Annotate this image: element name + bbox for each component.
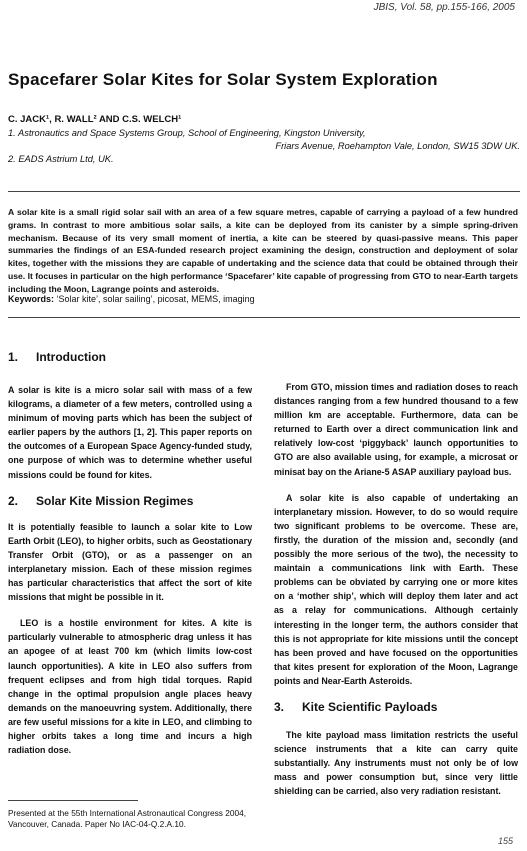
abstract-top-rule xyxy=(8,191,520,192)
affiliation-1-line-2: Friars Avenue, Roehampton Vale, London, SW15 3DW UK. xyxy=(275,141,520,151)
right-paragraph-1: From GTO, mission times and radiation doses to reach distances ranging from a few hundred thousand to a few million km are acceptable. Furthermore, data can be returned to Earth over a direct communication link and relatively low-cost ‘piggyback’ launch opportunities to GTO are also available using, for example, a microsat or minisat bay on the Ariane-5 ASAP auxiliary payload bus. xyxy=(274,382,518,477)
abstract: A solar kite is a small rigid solar sail with an area of a few square metres, capable of carrying a payload of a few hundred grams. In contrast to more ambitious solar sails, a kite can be deployed from its canister by a simple spring-driven mechanism. Because of its very small moment of inertia, a kite can be steered by quasi-passive means. This paper summaries the findings of an ESA-funded research project examining the design, construction and deployment of solar kites, together with the missions they are capable of undertaking and the science data that could be obtained through their use. It focuses in particular on the high performance ‘Spacefarer’ kite capable of progressing from GTO to near-Earth targets including the Moon, Lagrange points and asteroids. xyxy=(8,207,518,294)
left-paragraph-3: LEO is a hostile environment for kites. A kite is particularly vulnerable to atmospheric drag unless it has an apogee of at least 700 km (which limits low-cost launch opportunities). A kite in LEO also suffers from frequent eclipses and from high tidal torques. Rapid change in the optimal propulsion angle places heavy demands on the manoeuvring system. Additionally, there are few useful missions for a kite in LEO, and climbing to higher orbits takes a long time and incurs a high radiation dose. xyxy=(8,618,252,756)
left-paragraph-2: It is potentially feasible to launch a solar kite to Low Earth Orbit (LEO), to higher orbits, such as Geostationary Transfer Orbit (GTO), or as a passenger on an interplanetary mission. Each of these mission regimes has particular characteristics that affect the sort of kite missions that might be possible in it. xyxy=(8,521,252,603)
section-2-title: Solar Kite Mission Regimes xyxy=(36,493,194,508)
section-1-heading xyxy=(8,350,252,364)
keywords-label: Keywords: xyxy=(8,294,55,304)
page-number: 155 xyxy=(497,836,513,846)
footnote-rule xyxy=(8,800,138,801)
footnote xyxy=(8,808,268,830)
right-paragraph-2: A solar kite is also capable of undertaking an interplanetary mission. However, to do so would require two significant problems to be overcome. These are, firstly, the duration of the mission and, secondly (and possibly the more serious of the two), the necessity to maintain a communications link with Earth. These problems can be obviated by carrying one or more kites on a ‘mother ship’, which will deploy them later and act as a relay for communications. Although certainly interesting in the longer term, the authors consider that this is not appropriate for kite missions until the concept has been proved and have focused on the opportunities that kites present for exploration of the Moon, Lagrange points and Near-Earth Asteroids. xyxy=(274,492,518,686)
journal-header: JBIS, Vol. 58, pp.155-166, 2005 xyxy=(373,2,515,13)
section-1-title: Introduction xyxy=(36,350,106,364)
paper-title: Spacefarer Solar Kites for Solar System Exploration xyxy=(8,70,438,89)
section-1-number: 1. xyxy=(8,350,19,364)
right-column xyxy=(274,380,518,810)
footnote-line-1: Presented at the 55th International Astronautical Congress 2004, xyxy=(8,808,247,818)
section-3-heading xyxy=(274,700,518,714)
left-column xyxy=(8,350,252,769)
section-3-number: 3. xyxy=(274,699,285,714)
affiliation-2: 2. EADS Astrium Ltd, UK. xyxy=(8,154,114,164)
section-2-number: 2. xyxy=(8,493,19,508)
section-2-heading xyxy=(8,494,252,508)
keywords-text: ‘Solar kite’, solar sailing’, picosat, MEMS, imaging xyxy=(56,294,255,304)
authors: C. JACK¹, R. WALL² AND C.S. WELCH¹ xyxy=(8,114,182,125)
affiliation-1-line-1: 1. Astronautics and Space Systems Group, School of Engineering, Kingston University, xyxy=(8,128,366,138)
section-3-title: Kite Scientific Payloads xyxy=(302,699,438,714)
keywords xyxy=(8,294,255,304)
left-paragraph-1: A solar is kite is a micro solar sail with mass of a few kilograms, a diameter of a few meters, controlled using a minimum of moving parts which has been the subject of earlier papers by the authors [1, 2]. This paper reports on the outcomes of a European Space Agency-funded study, one purpose of which was to determine whether useful missions could be found for kites. xyxy=(8,385,252,480)
abstract-bottom-rule xyxy=(8,317,520,318)
right-paragraph-3: The kite payload mass limitation restricts the useful science instruments that a kite can carry quite substantially. Any instruments must not only be of low mass and power consumption but, since very little shielding can be carried, also very radiation resistant. xyxy=(274,729,518,797)
footnote-line-2: Vancouver, Canada. Paper No IAC-04-Q.2.A.10. xyxy=(8,819,186,829)
